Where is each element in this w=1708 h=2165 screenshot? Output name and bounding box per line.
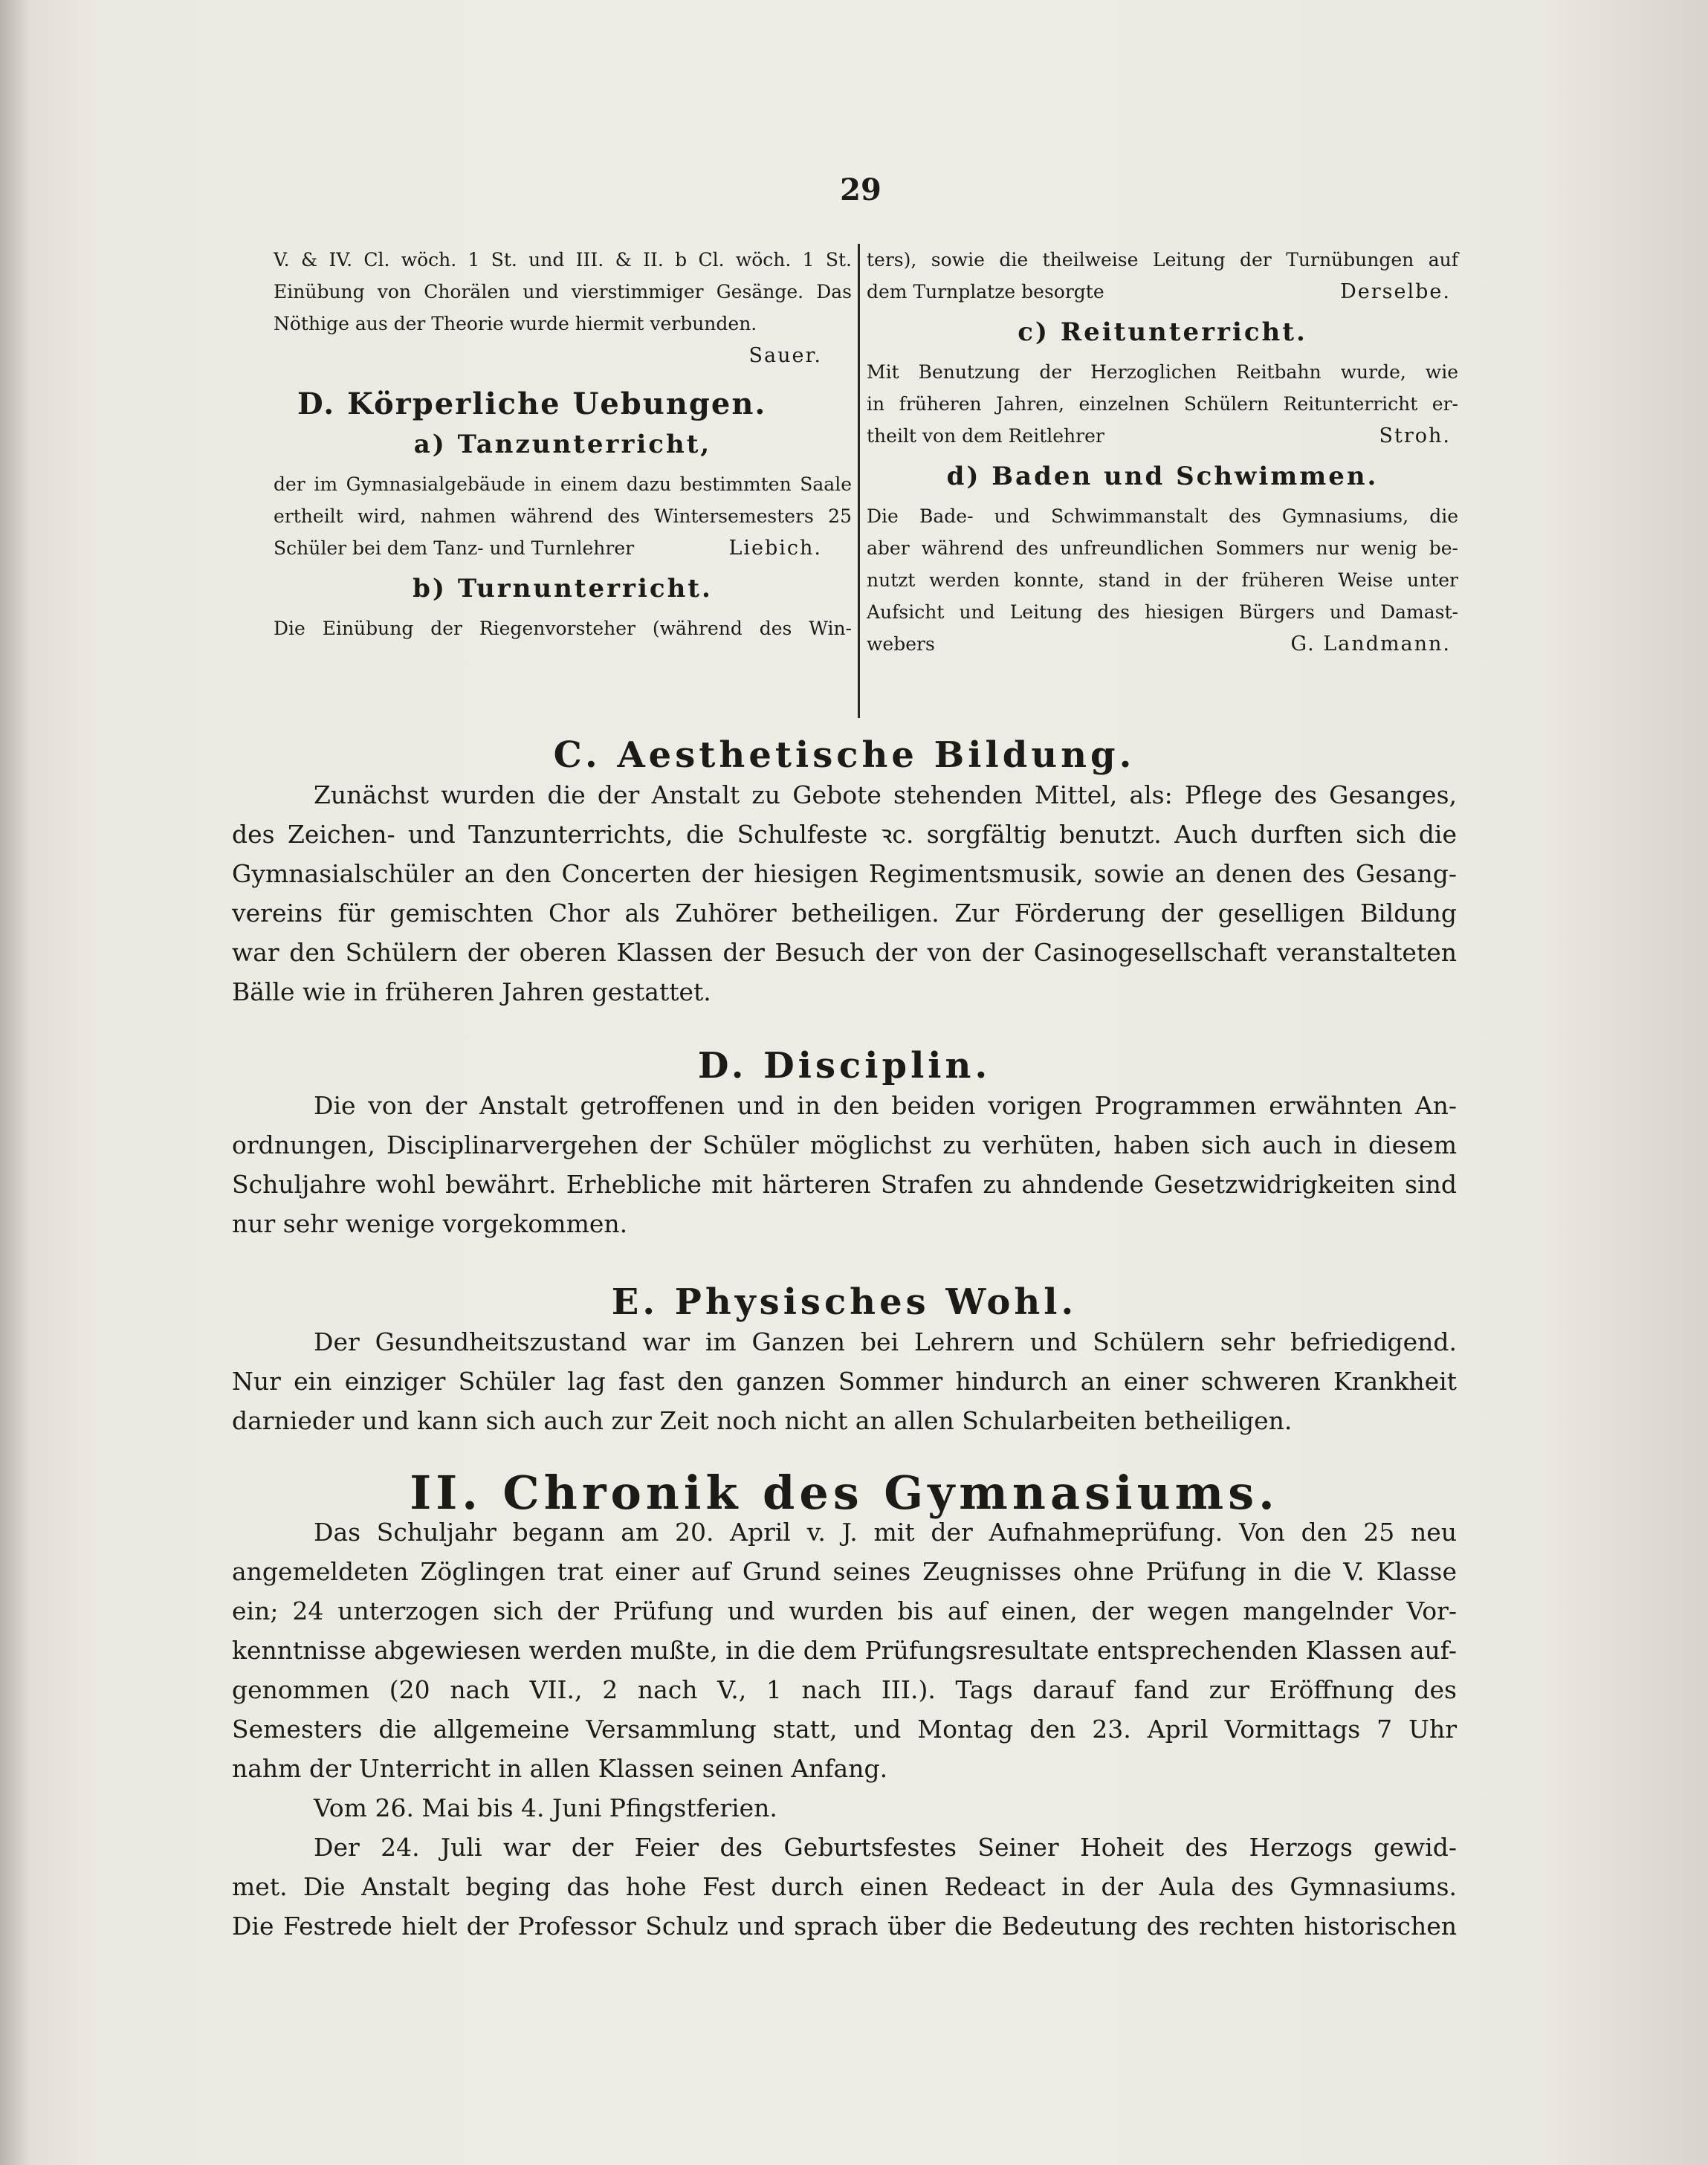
- text-line: ertheilt wird, nahmen während des Wintersemesters 25: [274, 505, 852, 527]
- text-line: des Zeichen- und Tanzunterrichts, die Schulfeste ꝛc. sorgfältig benutzt. Auch durften sich die: [232, 820, 1457, 849]
- text-line: dem Turnplatze besorgte: [867, 281, 1104, 302]
- text-line: kenntnisse abgewiesen werden mußte, in die dem Prüfungsresultate entsprechenden Klassen auf-: [232, 1636, 1457, 1665]
- text-line: ordnungen, Disciplinarvergehen der Schüler möglichst zu verhüten, haben sich auch in diesem: [232, 1130, 1457, 1159]
- signed-line: [867, 628, 1458, 660]
- text-line: Zunächst wurden die der Anstalt zu Gebote stehenden Mittel, als: Pflege des Gesanges,: [314, 780, 1457, 809]
- section-discipline: [232, 1046, 1457, 1243]
- text-line: nur sehr wenige vorgekommen.: [232, 1209, 628, 1238]
- text-line: Das Schuljahr begann am 20. April v. J. mit der Aufnahmeprüfung. Von den 25 neu: [314, 1518, 1457, 1547]
- column-divider: [858, 244, 860, 718]
- text-line: in früheren Jahren, einzelnen Schülern Reitunterricht er-: [867, 393, 1458, 415]
- text-line: Der Gesundheitszustand war im Ganzen bei Lehrern und Schülern sehr befriedigend.: [314, 1327, 1457, 1356]
- text-line: Die Bade- und Schwimmanstalt des Gymnasiums, die: [867, 505, 1458, 527]
- text-line: Schüler bei dem Tanz- und Turnlehrer: [274, 537, 635, 559]
- text-line: war den Schülern der oberen Klassen der Besuch der von der Casinogesellschaft veranstalteten: [232, 938, 1457, 967]
- section-chronik: [232, 1466, 1457, 1946]
- text-line: Die von der Anstalt getroffenen und in den beiden vorigen Programmen erwähnten An-: [314, 1091, 1457, 1120]
- signature: Stroh.: [1379, 424, 1451, 447]
- text-line: ein; 24 unterzogen sich der Prüfung und wurden bis auf einen, der wegen mangelnder Vor-: [232, 1596, 1457, 1625]
- signed-line: [274, 532, 852, 564]
- text-line: Mit Benutzung der Herzoglichen Reitbahn wurde, wie: [867, 361, 1458, 383]
- text-line: nahm der Unterricht in allen Klassen seinen Anfang.: [232, 1754, 888, 1783]
- section-heading: C. Aesthetische Bildung.: [553, 734, 1136, 776]
- text-line: Schuljahre wohl bewährt. Erhebliche mit härteren Strafen zu ahndende Gesetzwidrigkeiten sind: [232, 1170, 1457, 1199]
- signature: Derselbe.: [1340, 280, 1451, 303]
- text-line: Nur ein einziger Schüler lag fast den ganzen Sommer hindurch an einer schweren Krankheit: [232, 1367, 1457, 1396]
- text-line: Bälle wie in früheren Jahren gestattet.: [232, 977, 711, 1006]
- section-heading: II. Chronik des Gymnasiums.: [410, 1466, 1279, 1520]
- text-line: Einübung von Chorälen und vierstimmiger Gesänge. Das: [274, 281, 852, 302]
- text-line: angemeldeten Zöglingen trat einer auf Grund seines Zeugnisses ohne Prüfung in die V. Klasse: [232, 1557, 1457, 1586]
- signature: Sauer.: [748, 344, 822, 367]
- section-aesthetic: [232, 736, 1457, 1012]
- signature: Liebich.: [728, 537, 822, 560]
- page-edge-shadow: [0, 0, 30, 2165]
- section-heading: D. Körperliche Uebungen.: [297, 386, 767, 421]
- text-line: Aufsicht und Leitung des hiesigen Bürgers und Damast-: [867, 601, 1458, 623]
- right-column: [867, 244, 1458, 660]
- text-line: ters), sowie die theilweise Leitung der Turnübungen auf: [867, 249, 1458, 271]
- left-column: [274, 244, 852, 644]
- text-line: aber während des unfreundlichen Sommers nur wenig be-: [867, 537, 1458, 559]
- section-heading: E. Physisches Wohl.: [611, 1281, 1078, 1323]
- text-line: Der 24. Juli war der Feier des Geburtsfestes Seiner Hoheit des Herzogs gewid-: [314, 1833, 1457, 1862]
- signed-line: [867, 420, 1458, 452]
- signed-line: [867, 276, 1458, 308]
- text-line: genommen (20 nach VII., 2 nach V., 1 nach III.). Tags darauf fand zur Eröffnung des: [232, 1675, 1457, 1704]
- subsection-title: b) Turnunterricht.: [413, 574, 713, 603]
- text-line: Nöthige aus der Theorie wurde hiermit verbunden.: [274, 313, 757, 334]
- text-line: nutzt werden konnte, stand in der früheren Weise unter: [867, 569, 1458, 591]
- text-line: Die Festrede hielt der Professor Schulz und sprach über die Bedeutung des rechten historischen: [232, 1912, 1457, 1941]
- text-line: theilt von dem Reitlehrer: [867, 425, 1104, 447]
- subsection-title: d) Baden und Schwimmen.: [946, 462, 1379, 491]
- text-line: Die Einübung der Riegenvorsteher (während des Win-: [274, 618, 852, 639]
- page-number: 29: [840, 172, 882, 207]
- text-line: der im Gymnasialgebäude in einem dazu bestimmten Saale: [274, 473, 852, 495]
- text-line: Gymnasialschüler an den Concerten der hiesigen Regimentsmusik, sowie an denen des Gesang-: [232, 859, 1457, 888]
- text-line: met. Die Anstalt beging das hohe Fest durch einen Redeact in der Aula des Gymnasiums.: [232, 1872, 1457, 1901]
- section-physical: [232, 1283, 1457, 1440]
- text-line: webers: [867, 633, 935, 655]
- subsection-title: a) Tanzunterricht,: [413, 430, 712, 459]
- subsection-title: c) Reitunterricht.: [1018, 317, 1307, 347]
- signature: G. Landmann.: [1290, 632, 1451, 656]
- text-line: Vom 26. Mai bis 4. Juni Pfingstferien.: [314, 1793, 777, 1822]
- section-heading: D. Disciplin.: [697, 1045, 992, 1087]
- text-line: vereins für gemischten Chor als Zuhörer betheiligen. Zur Förderung der geselligen Bildung: [232, 899, 1457, 928]
- text-line: darnieder und kann sich auch zur Zeit noch nicht an allen Schularbeiten betheiligen.: [232, 1406, 1293, 1435]
- text-line: V. & IV. Cl. wöch. 1 St. und III. & II. b Cl. wöch. 1 St.: [274, 249, 852, 271]
- text-line: Semesters die allgemeine Versammlung statt, und Montag den 23. April Vormittags 7 Uhr: [232, 1715, 1457, 1744]
